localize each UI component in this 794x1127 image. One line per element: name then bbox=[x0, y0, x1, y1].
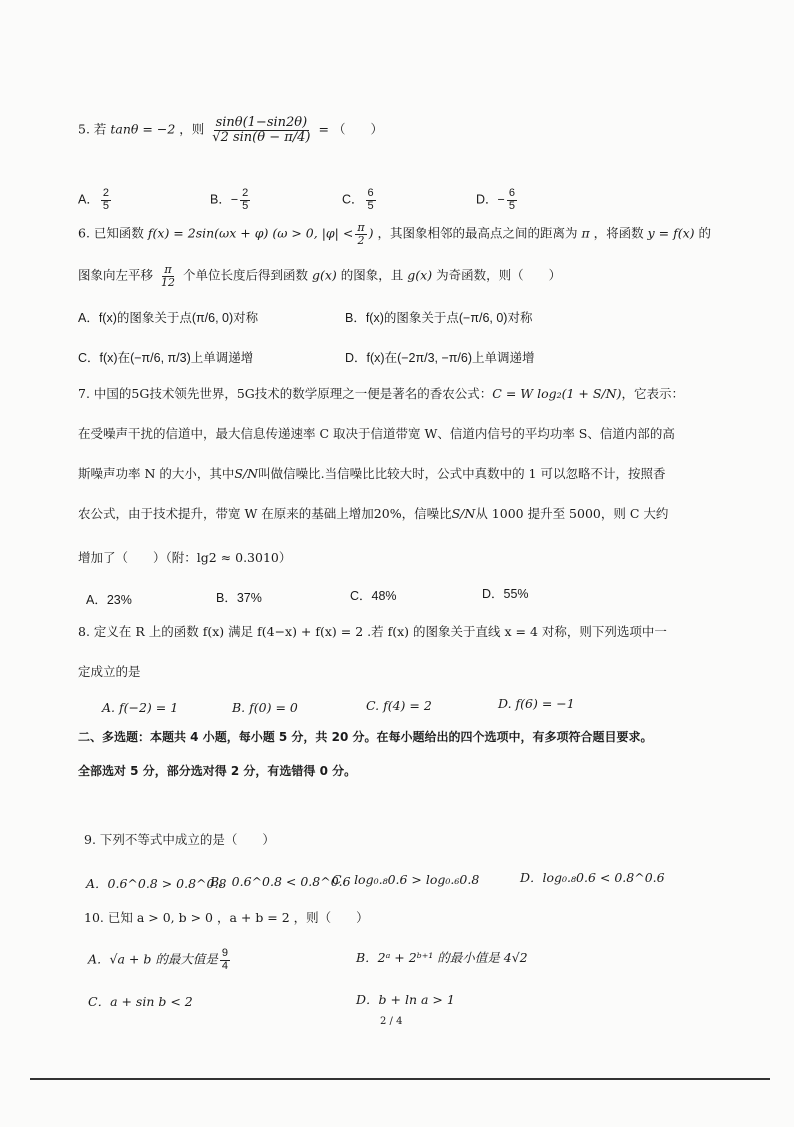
section2-subheading: 全部选对 5 分，部分选对得 2 分，有选错得 0 分。 bbox=[78, 764, 357, 778]
q8-option-b: B. f(0) = 0 bbox=[232, 700, 298, 715]
q9-option-a: A．0.6^0.8 > 0.8^0.8 bbox=[86, 876, 227, 891]
q6-option-d: D．f(x)在(−2π/3, −π/6)上单调递增 bbox=[345, 351, 535, 365]
q8-option-a: A. f(−2) = 1 bbox=[102, 700, 179, 715]
q10-option-a: A．√a + b 的最大值是 $\frac{9}{4}$ bbox=[88, 947, 228, 972]
q6-line1: 6. 已知函数 f(x) = 2sin(ωx + φ) (ω > 0, |φ| < $\frac{\pi}{2}$ ) ，其图象相邻的最高点之间的距离为 π ，将函数 y = f(x) 的 bbox=[78, 221, 712, 247]
q7-line5: 增加了（ ）（附：lg2 ≈ 0.3010） bbox=[78, 550, 292, 565]
q5-stem: 5. 若 tanθ = −2 ，则 $\frac{\sin\theta(1-\sin 2\theta)}{√2 \sin(\theta - \pi/4)}$ = （ ） bbox=[78, 115, 383, 145]
bottom-rule bbox=[30, 1078, 770, 1080]
q7-line1: 7. 中国的5G技术领先世界，5G技术的数学原理之一便是著名的香农公式：C = W log₂(1 + S/N)，它表示： bbox=[78, 386, 684, 401]
q7-line3: 斯噪声功率 N 的大小，其中S/N叫做信噪比.当信噪比比较大时，公式中真数中的 1 可以忽略不计，按照香 bbox=[78, 466, 666, 481]
q9-option-b: B．0.6^0.8 < 0.8^0.6 bbox=[210, 874, 351, 889]
q8-option-d: D. f(6) = −1 bbox=[498, 696, 575, 711]
q5-fraction: $\frac{\sin\theta(1-\sin 2\theta)}{√2 \sin(\theta - \pi/4)}$ bbox=[212, 115, 311, 145]
q10-option-b: B．2ᵃ + 2ᵇ⁺¹ 的最小值是 4√2 bbox=[356, 950, 528, 965]
q7-option-b: B．37% bbox=[216, 591, 262, 605]
q5-option-a: A． $\frac{2}{5}$ bbox=[78, 187, 109, 212]
q8-line1: 8. 定义在 R 上的函数 f(x) 满足 f(4−x) + f(x) = 2 .若 f(x) 的图象关于直线 x = 4 对称，则下列选项中一 bbox=[78, 624, 667, 639]
q7-line4: 农公式，由于技术提升，带宽 W 在原来的基础上增加20%，信噪比S/N从 1000 提升至 5000，则 C 大约 bbox=[78, 506, 669, 521]
page-number: 2 / 4 bbox=[380, 1016, 403, 1027]
q10-option-c: C．a + sin b < 2 bbox=[88, 994, 193, 1009]
q6-option-a: A．f(x)的图象关于点(π/6, 0)对称 bbox=[78, 311, 259, 325]
q6-line2: 图象向左平移 $\frac{\pi}{12}$ 个单位长度后得到函数 g(x) 的图象，且 g(x) 为奇函数，则（ ） bbox=[78, 263, 562, 289]
q9-stem: 9. 下列不等式中成立的是（ ） bbox=[84, 832, 275, 847]
q5-option-b: B．− $\frac{2}{5}$ bbox=[210, 187, 249, 212]
q8-line2: 定成立的是 bbox=[78, 664, 141, 679]
q7-option-c: C．48% bbox=[350, 589, 397, 603]
section2-heading: 二、多选题：本题共 4 小题，每小题 5 分，共 20 分。在每小题给出的四个选项中，有多项符合题目要求。 bbox=[78, 730, 653, 744]
q5-option-c: C． $\frac{6}{5}$ bbox=[342, 187, 374, 212]
q6-option-b: B．f(x)的图象关于点(−π/6, 0)对称 bbox=[345, 311, 533, 325]
q6-option-c: C．f(x)在(−π/6, π/3)上单调递增 bbox=[78, 351, 254, 365]
q5-option-d: D．− $\frac{6}{5}$ bbox=[476, 187, 515, 212]
q8-option-c: C. f(4) = 2 bbox=[366, 698, 432, 713]
q10-option-d: D．b + ln a > 1 bbox=[356, 992, 455, 1007]
q9-option-d: D．log₀.₈0.6 < 0.8^0.6 bbox=[520, 870, 665, 885]
q7-line2: 在受噪声干扰的信道中，最大信息传递速率 C 取决于信道带宽 W、信道内信号的平均功率 S、信道内部的高 bbox=[78, 426, 675, 441]
q7-option-d: D．55% bbox=[482, 587, 529, 601]
q10-stem: 10. 已知 a > 0, b > 0 ，a + b = 2 ，则（ ） bbox=[84, 910, 369, 925]
q9-option-c: C．log₀.₈0.6 > log₀.₆0.8 bbox=[332, 872, 480, 887]
q7-option-a: A．23% bbox=[86, 593, 132, 607]
